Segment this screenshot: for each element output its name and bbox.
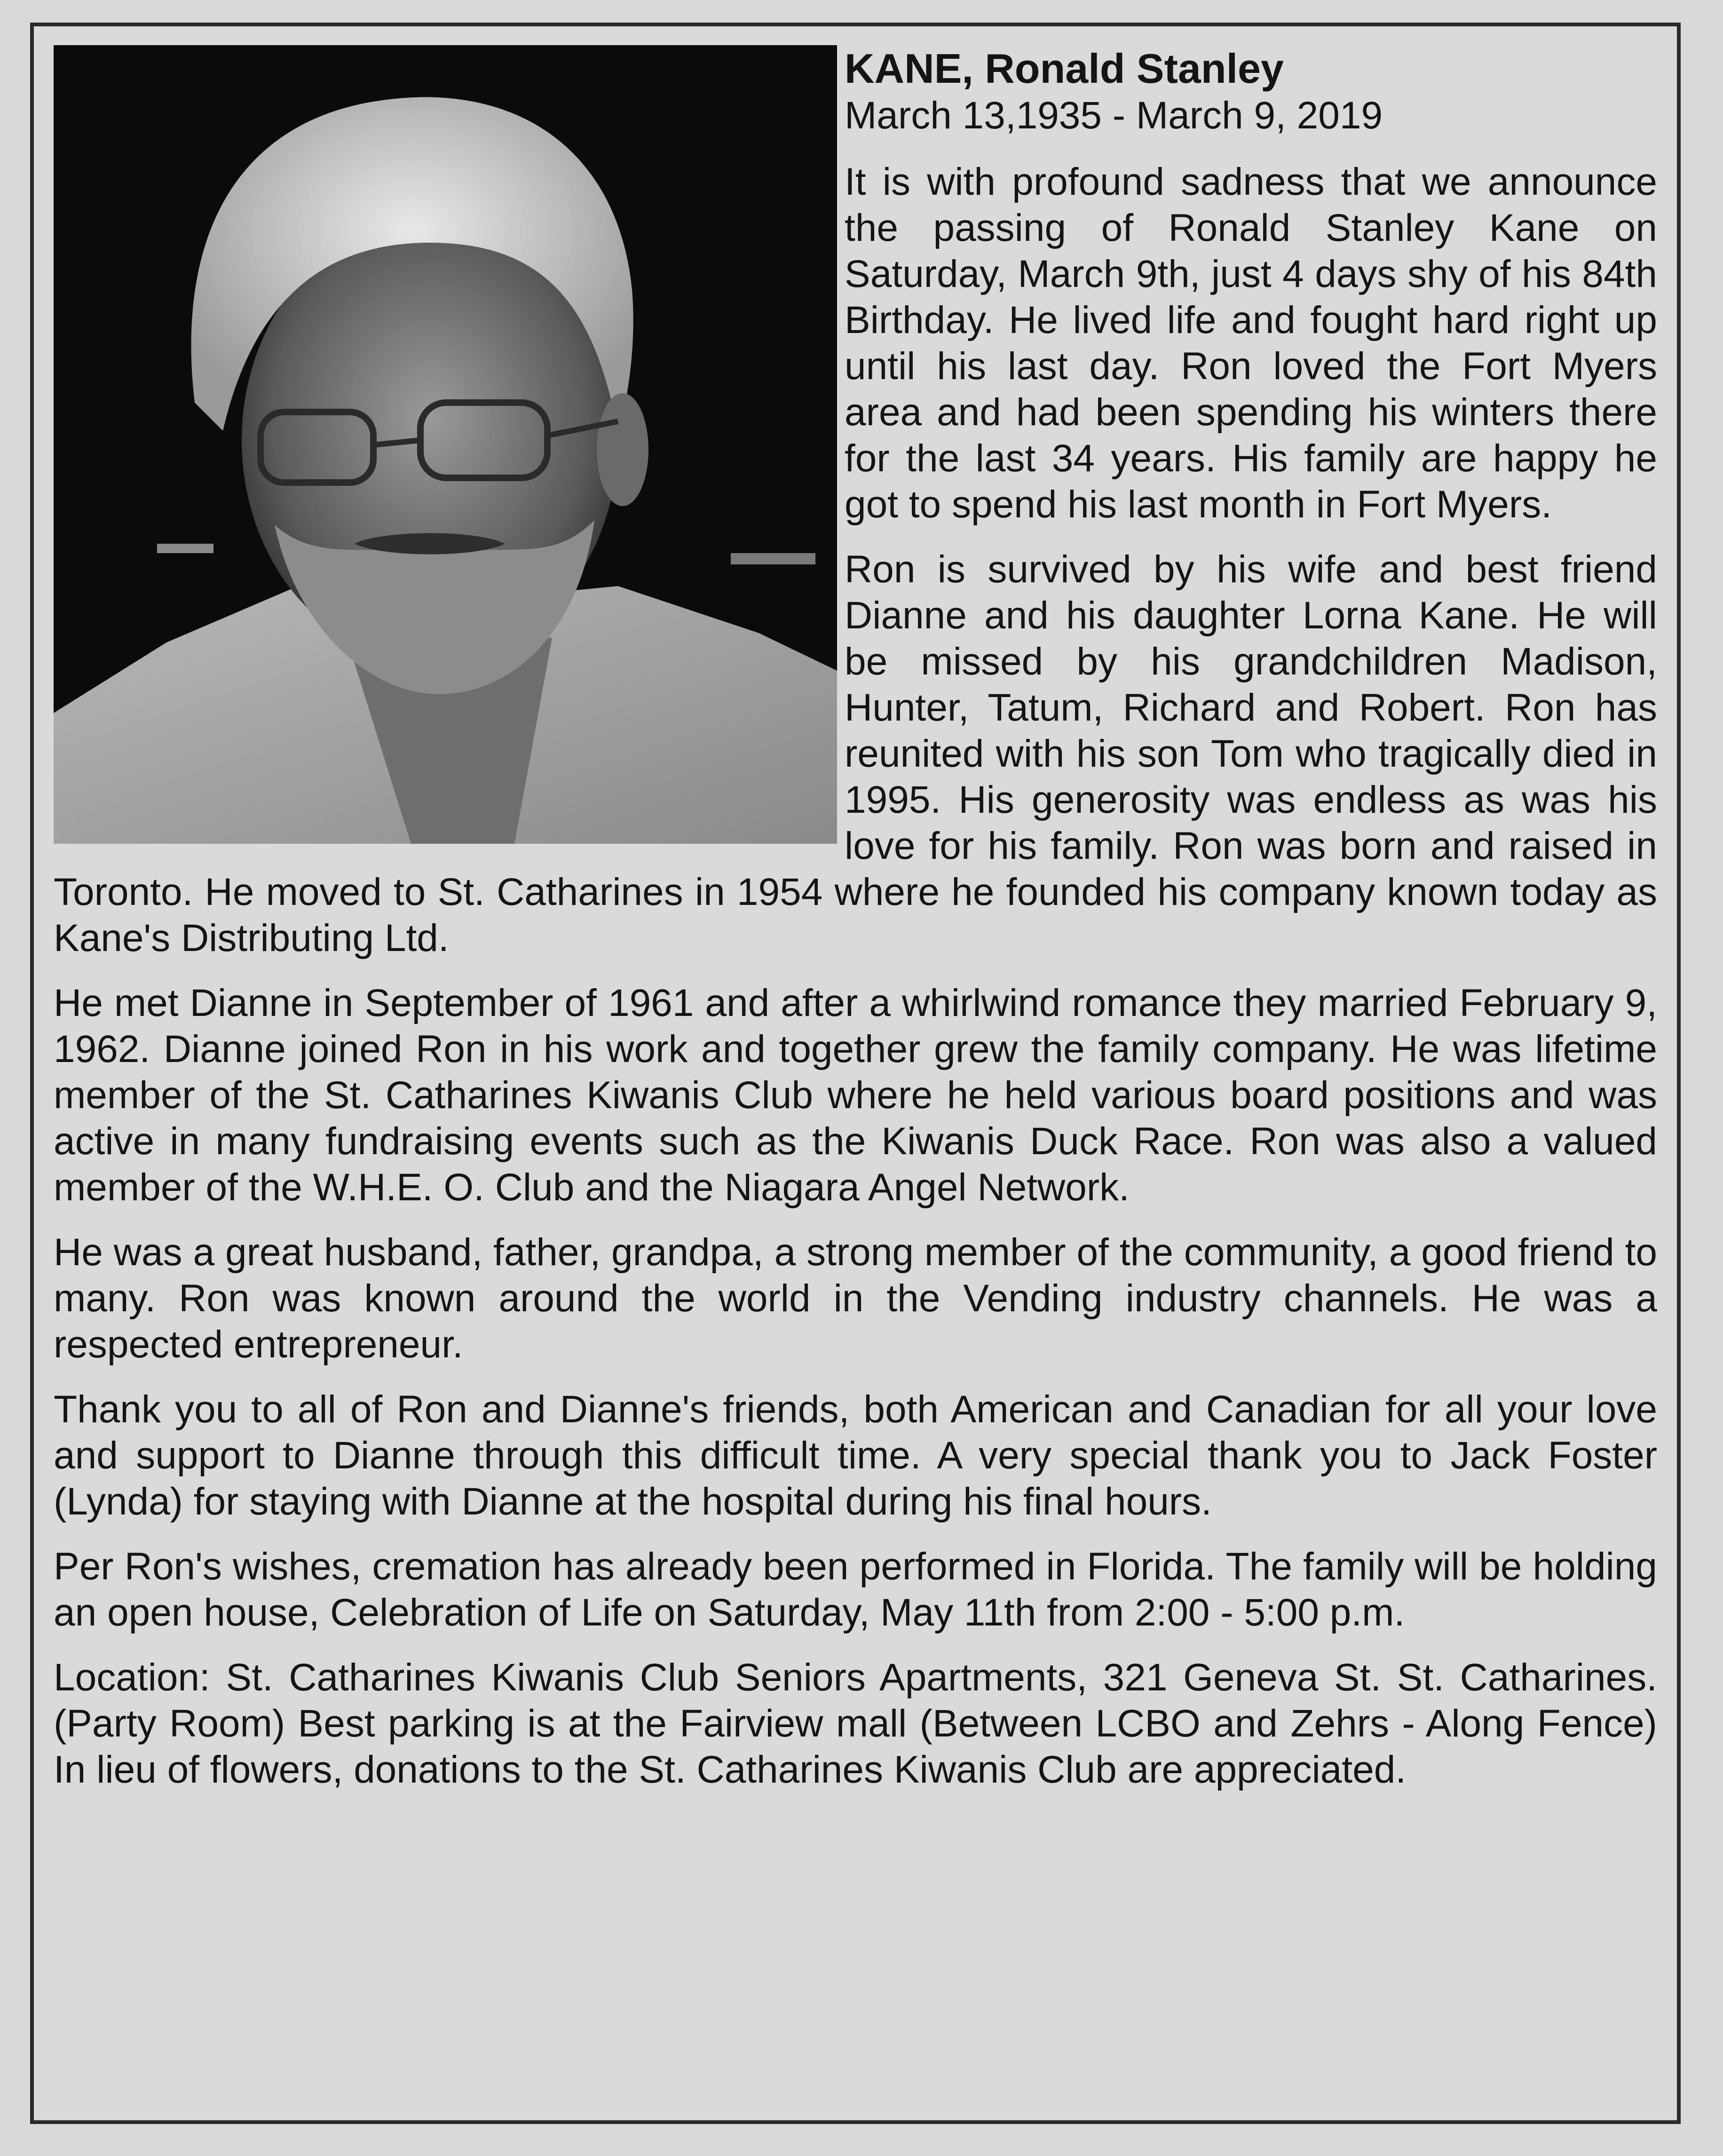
paragraph-announcement: It is with profound sadness that we announce the passing of Ronald Stanley Kane on Saturday, March 9th, just 4 days shy of his 84th Birthday. He lived life and fought hard right up until his last day. Ron loved the Fort Myers area and had been spending his winters there for the last 34 years. His family are happy he got to spend his last month in Fort Myers. xyxy=(845,160,1657,526)
paragraph-character: He was a great husband, father, grandpa, a strong member of the community, a good friend to many. Ron was known around the world in the Vending industry channels. He was a respected entrepreneur. xyxy=(54,1231,1657,1366)
paragraph-marriage: He met Dianne in September of 1961 and after a whirlwind romance they married February 9, 1962. Dianne joined Ron in his work and together grew the family company. He was lifetime member of the St. Catharines Kiwanis Club where he held various board positions and was active in many fundraising events such as the Kiwanis Duck Race. Ron was also a valued member of the W.H.E. O. Club and the Niagara Angel Network. xyxy=(54,982,1657,1209)
paragraph-celebration: Per Ron's wishes, cremation has already been performed in Florida. The family will be holding an open house, Celebration of Life on Saturday, May 11th from 2:00 - 5:00 p.m. xyxy=(54,1545,1657,1634)
paragraph-location: Location: St. Catharines Kiwanis Club Seniors Apartments, 321 Geneva St. St. Catharines. (Party Room) Best parking is at the Fairview mall (Between LCBO and Zehrs - Along Fence) In lieu of flowers, donations to the St. Catharines Kiwanis Club are appreciated. xyxy=(54,1656,1657,1791)
portrait-photo-icon xyxy=(54,45,837,844)
deceased-name: KANE, Ronald Stanley xyxy=(845,45,1284,92)
portrait-photo xyxy=(54,45,837,844)
obituary-body xyxy=(54,45,1657,1812)
paragraph-thanks: Thank you to all of Ron and Dianne's friends, both American and Canadian for all your love and support to Dianne through this difficult time. A very special thank you to Jack Foster (Lynda) for staying with Dianne at the hospital during his final hours. xyxy=(54,1388,1657,1523)
life-dates: March 13,1935 - March 9, 2019 xyxy=(845,94,1383,137)
obituary-border xyxy=(30,23,1681,2124)
paragraph-survivors: Ron is survived by his wife and best friend Dianne and his daughter Lorna Kane. He will be missed by his grandchildren Madison, Hunter, Tatum, Richard and Robert. Ron has reunited with his son Tom who tragically died in 1995. His generosity was endless as was his love for his family. Ron was born and raised in Toronto. He moved to St. Catharines in 1954 where he founded his company known today as Kane's Distributing Ltd. xyxy=(54,548,1657,959)
